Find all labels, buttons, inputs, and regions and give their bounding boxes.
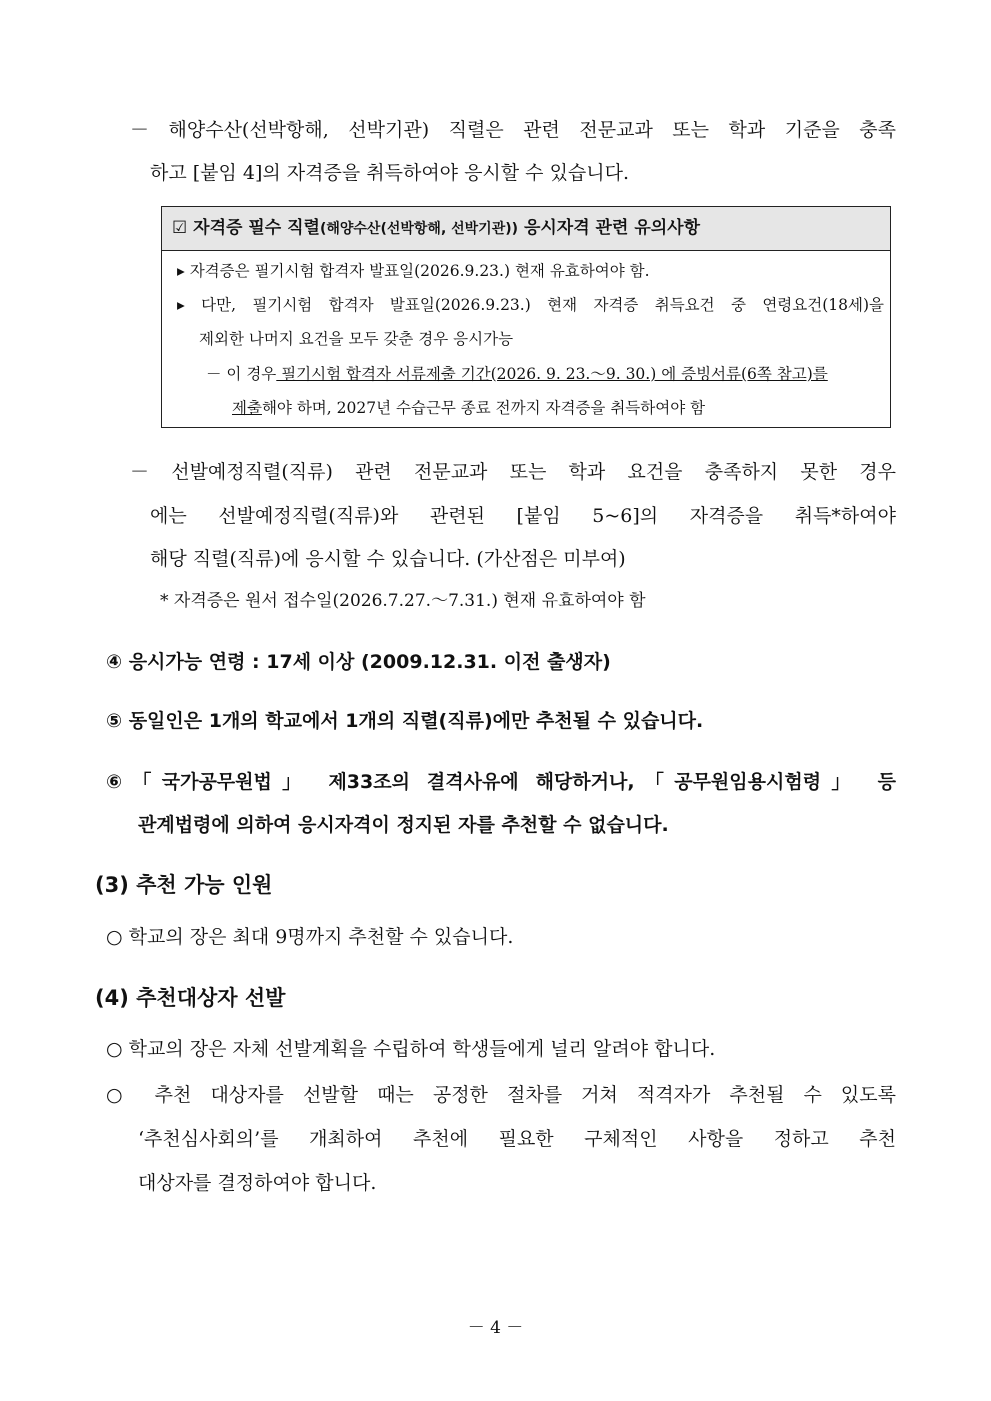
notice-bullet-2-line-2: 제외한 나머지 요건을 모두 갖춘 경우 응시가능 xyxy=(199,330,514,348)
section3-bullet: ○ 학교의 장은 최대 9명까지 추천할 수 있습니다. xyxy=(106,926,514,948)
notice-title-rest: 응시자격 관련 유의사항 xyxy=(518,218,701,238)
section4-bullet-1: ○ 학교의 장은 자체 선발계획을 수립하여 학생들에게 널리 알려야 합니다. xyxy=(106,1038,716,1060)
section2-line-3: 해당 직렬(직류)에 응시할 수 있습니다. (가산점은 미부여) xyxy=(150,548,626,570)
section2-note: * 자격증은 원서 접수일(2026.7.27.～7.31.) 현재 유효하여야 함 xyxy=(160,591,646,611)
item-6-line-2: 관계법령에 의하여 응시자격이 정지된 자를 추천할 수 없습니다. xyxy=(138,814,669,836)
notice-box-header xyxy=(162,207,890,251)
notice-box xyxy=(161,206,891,428)
notice-box-title xyxy=(172,217,700,240)
section4-bullet-2-line-3: 대상자를 결정하여야 합니다. xyxy=(138,1172,377,1194)
item-5: ⑤ 동일인은 1개의 학교에서 1개의 직렬(직류)에만 추천될 수 있습니다. xyxy=(106,710,704,732)
notice-title-small: (해양수산(선박항해, 선박기관)) xyxy=(319,221,519,237)
intro-line-2: 하고 [붙임 4]의 자격증을 취득하여야 응시할 수 있습니다. xyxy=(150,162,630,184)
section4-heading: (4) 추천대상자 선발 xyxy=(95,986,286,1010)
notice-sub-line-2-rest: 해야 하며, 2027년 수습근무 종료 전까지 자격증을 취득하여야 함 xyxy=(261,399,706,417)
notice-title-main: ☑ 자격증 필수 직렬 xyxy=(172,218,320,238)
notice-sub-line-2 xyxy=(232,397,705,419)
notice-sub-line-1 xyxy=(206,363,828,385)
section2-line-2: 에는 선발예정직렬(직류)와 관련된 [붙임 5~6]의 자격증을 취득*하여야 xyxy=(150,505,896,527)
item-6-line-1: ⑥「국가공무원법」 제33조의 결격사유에 해당하거나,「공무원임용시험령」 등 xyxy=(106,771,896,793)
section3-heading: (3) 추천 가능 인원 xyxy=(95,873,273,897)
notice-sub-line-2-underlined: 제출 xyxy=(232,399,262,417)
section4-bullet-2-line-1: ○ 추천 대상자를 선발할 때는 공정한 절차를 거쳐 적격자가 추천될 수 있도록 xyxy=(106,1084,896,1106)
intro-line-1: － 해양수산(선박항해, 선박기관) 직렬은 관련 전문교과 또는 학과 기준을 충족 xyxy=(130,119,896,141)
item-4: ④ 응시가능 연령 : 17세 이상 (2009.12.31. 이전 출생자) xyxy=(106,651,611,673)
notice-bullet-1: ▸ 자격증은 필기시험 합격자 발표일(2026.9.23.) 현재 유효하여야 함. xyxy=(177,262,650,280)
page-number: － 4 － xyxy=(467,1318,524,1338)
section2-line-1: － 선발예정직렬(직류) 관련 전문교과 또는 학과 요건을 충족하지 못한 경우 xyxy=(130,461,896,483)
notice-bullet-2-line-1: ▸ 다만, 필기시험 합격자 발표일(2026.9.23.) 현재 자격증 취득요건 중 연령요건(18세)을 xyxy=(177,296,884,314)
notice-sub-underlined: 필기시험 합격자 서류제출 기간(2026. 9. 23.～9. 30.) 에 증빙서류(6쪽 참고)를 xyxy=(276,365,828,383)
section4-bullet-2-line-2: ‘추천심사회의’를 개최하여 추천에 필요한 구체적인 사항을 정하고 추천 xyxy=(138,1128,896,1150)
notice-sub-prefix: － 이 경우 xyxy=(206,365,277,383)
